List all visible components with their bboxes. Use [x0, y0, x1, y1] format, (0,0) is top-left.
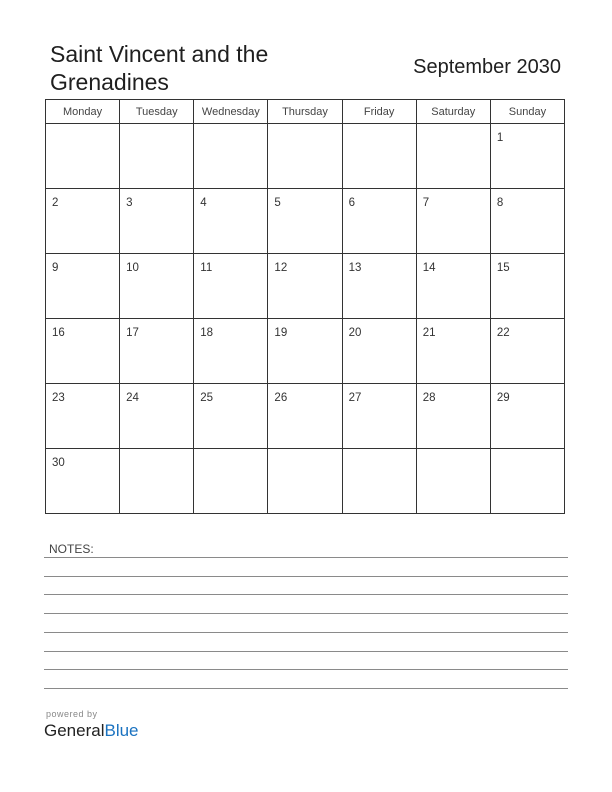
day-cell	[46, 254, 120, 319]
day-cell	[416, 254, 490, 319]
day-number: 6	[348, 197, 355, 209]
brand-logo	[44, 721, 139, 741]
day-cell	[490, 254, 564, 319]
day-number: 15	[496, 262, 510, 274]
day-cell	[490, 189, 564, 254]
day-cell	[120, 254, 194, 319]
note-line	[44, 669, 568, 670]
day-number: 28	[422, 392, 436, 404]
day-cell	[342, 124, 416, 189]
day-number: 11	[200, 262, 213, 274]
day-cell	[46, 449, 120, 514]
note-line	[44, 632, 568, 633]
weekday-tuesday: Tuesday	[120, 100, 194, 124]
day-cell	[46, 319, 120, 384]
day-number: 17	[126, 327, 139, 339]
week-row	[46, 384, 565, 449]
day-cell	[120, 384, 194, 449]
day-cell	[268, 384, 342, 449]
day-number: 20	[348, 327, 362, 339]
weekday-friday: Friday	[342, 100, 416, 124]
day-cell	[194, 319, 268, 384]
day-cell	[490, 449, 564, 514]
week-row	[46, 449, 565, 514]
day-cell	[268, 449, 342, 514]
note-line	[44, 651, 568, 652]
day-number	[417, 449, 490, 457]
day-number: 18	[200, 327, 214, 339]
weekday-saturday: Saturday	[416, 100, 490, 124]
day-number: 29	[496, 392, 510, 404]
brand-general: General	[44, 721, 105, 740]
note-line	[44, 613, 568, 614]
day-cell	[416, 449, 490, 514]
day-number: 16	[52, 327, 65, 339]
day-number: 23	[52, 392, 65, 404]
day-number: 21	[422, 327, 436, 339]
day-number: 27	[348, 392, 362, 404]
week-row	[46, 319, 565, 384]
day-cell	[416, 384, 490, 449]
day-number	[194, 124, 267, 132]
day-cell	[490, 319, 564, 384]
day-number: 26	[274, 392, 288, 404]
day-cell	[194, 254, 268, 319]
day-number	[268, 449, 341, 457]
week-row	[46, 124, 565, 189]
month-title: September 2030	[413, 56, 561, 78]
day-number: 1	[496, 132, 504, 144]
day-number: 2	[52, 197, 59, 209]
week-row	[46, 254, 565, 319]
day-number: 9	[52, 262, 59, 274]
day-number: 25	[200, 392, 214, 404]
notes-label: NOTES:	[49, 542, 94, 556]
day-number: 3	[126, 197, 133, 209]
day-cell	[194, 449, 268, 514]
weekday-thursday: Thursday	[268, 100, 342, 124]
day-number: 8	[496, 197, 504, 209]
day-cell	[342, 319, 416, 384]
note-line	[44, 594, 568, 595]
day-cell	[46, 124, 120, 189]
day-number	[417, 124, 490, 132]
day-number	[268, 124, 341, 132]
day-number	[120, 124, 193, 132]
note-line	[44, 688, 568, 689]
day-cell	[416, 124, 490, 189]
country-title: Saint Vincent and the Grenadines	[50, 41, 269, 95]
weekday-wednesday: Wednesday	[194, 100, 268, 124]
day-cell	[46, 384, 120, 449]
day-cell	[268, 319, 342, 384]
calendar-grid	[45, 99, 565, 514]
day-number: 19	[274, 327, 288, 339]
day-cell	[342, 384, 416, 449]
day-number	[491, 449, 564, 457]
day-number: 13	[348, 262, 362, 274]
day-cell	[416, 319, 490, 384]
day-number: 14	[422, 262, 436, 274]
day-number: 7	[422, 197, 430, 209]
day-cell	[120, 319, 194, 384]
day-cell	[490, 124, 564, 189]
day-number	[194, 449, 267, 457]
day-cell	[268, 189, 342, 254]
day-cell	[268, 124, 342, 189]
weekday-monday: Monday	[46, 100, 120, 124]
weekday-header-row	[46, 100, 565, 124]
day-number: 4	[200, 197, 207, 209]
day-cell	[120, 449, 194, 514]
day-cell	[194, 384, 268, 449]
day-cell	[120, 189, 194, 254]
week-row	[46, 189, 565, 254]
powered-by-text: powered by	[46, 709, 98, 719]
day-number: 12	[274, 262, 288, 274]
note-line	[44, 557, 568, 558]
day-cell	[490, 384, 564, 449]
day-cell	[194, 189, 268, 254]
day-cell	[342, 449, 416, 514]
day-cell	[416, 189, 490, 254]
calendar-body	[46, 124, 565, 514]
day-cell	[268, 254, 342, 319]
day-cell	[342, 189, 416, 254]
day-number	[343, 449, 416, 457]
day-number	[46, 124, 119, 132]
day-number: 24	[126, 392, 139, 404]
note-line	[44, 576, 568, 577]
day-cell	[46, 189, 120, 254]
brand-blue: Blue	[104, 721, 139, 740]
day-cell	[342, 254, 416, 319]
day-number: 30	[52, 457, 65, 469]
day-number: 22	[496, 327, 510, 339]
day-cell	[194, 124, 268, 189]
day-number	[343, 124, 416, 132]
day-number: 5	[274, 197, 281, 209]
day-number	[120, 449, 193, 457]
day-number: 10	[126, 262, 139, 274]
day-cell	[120, 124, 194, 189]
weekday-sunday: Sunday	[490, 100, 564, 124]
